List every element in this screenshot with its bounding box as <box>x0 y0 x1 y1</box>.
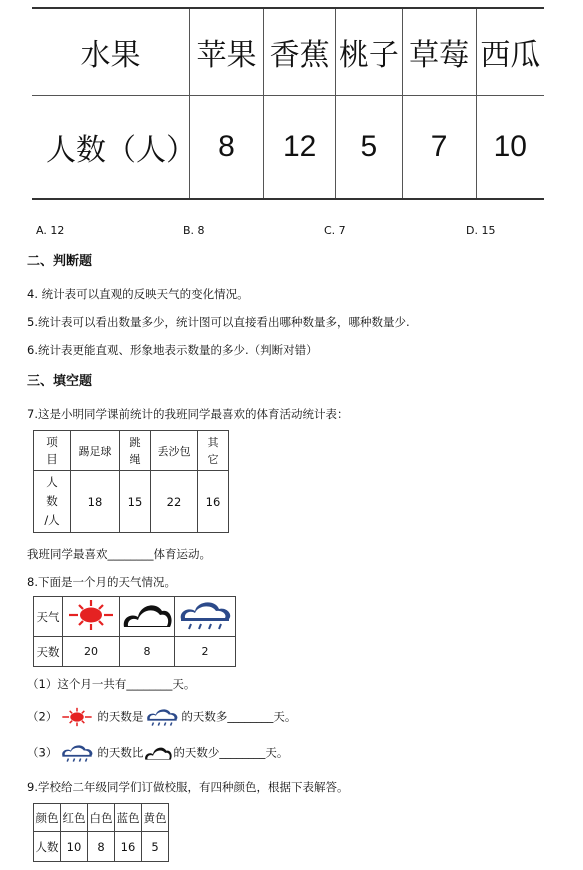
fruit-header-cell: 苹果 <box>189 8 263 96</box>
color-count-cell: 10 <box>61 832 88 862</box>
weather-cloud-cell <box>120 597 175 637</box>
sport-count-label-3: /人 <box>44 513 60 527</box>
sport-header-label-1: 项 <box>46 434 58 449</box>
weather-days-cell: 2 <box>175 637 236 667</box>
fruit-count-label: 人数（人） <box>46 133 196 168</box>
question-8-2-prefix: （2） <box>27 709 58 724</box>
color-header-cell: 白色 <box>88 804 115 832</box>
question-8-3-suffix: 的天数少________天。 <box>173 745 289 760</box>
color-count-label: 人数 <box>34 832 61 862</box>
fruit-header-label: 水果 <box>32 8 189 96</box>
question-7-answer: 我班同学最喜欢________体育运动。 <box>27 547 211 561</box>
sport-col-other-1: 其 <box>207 435 219 449</box>
sport-col-rope <box>120 431 151 471</box>
sport-col-rope-1: 跳 <box>129 435 141 449</box>
question-8: 8.下面是一个月的天气情况。 <box>27 575 176 589</box>
color-header-cell: 黄色 <box>142 804 169 832</box>
sport-count-cell: 22 <box>151 471 198 533</box>
fruit-count-cell: 10 <box>476 96 544 200</box>
fruit-header-cell: 香蕉 <box>264 8 336 96</box>
question-9: 9.学校给二年级同学们订做校服，有四种颜色，根据下表解答。 <box>27 780 349 794</box>
option-c: C. 7 <box>324 224 346 237</box>
question-8-3-prefix: （3） <box>27 745 58 760</box>
sport-count-row <box>34 471 229 533</box>
option-b: B. 8 <box>183 224 205 237</box>
weather-rain-cell <box>175 597 236 637</box>
question-8-3-mid: 的天数比 <box>97 745 144 760</box>
fruit-header-cell: 西瓜 <box>476 8 544 96</box>
section-title-fill: 三、填空题 <box>27 374 93 389</box>
sport-count-cell: 15 <box>120 471 151 533</box>
color-header-cell: 红色 <box>61 804 88 832</box>
question-6: 6.统计表更能直观、形象地表示数量的多少.（判断对错） <box>27 343 318 357</box>
cloud-icon <box>120 597 174 633</box>
sport-col-sandbag: 丢沙包 <box>151 431 198 471</box>
weather-icon-row <box>34 597 236 637</box>
sport-count-label-2: 数 <box>46 494 58 508</box>
cloud-icon <box>143 742 173 764</box>
weather-header-label: 天气 <box>34 597 63 637</box>
question-8-1: （1）这个月一共有________天。 <box>27 677 196 691</box>
sport-header-label <box>34 431 71 471</box>
rain-cloud-icon <box>175 597 235 633</box>
section-title-judge: 二、判断题 <box>27 254 93 269</box>
color-count-row <box>34 832 169 862</box>
fruit-header-row <box>32 8 544 96</box>
sport-col-other-2: 它 <box>207 452 219 466</box>
weather-days-cell: 20 <box>63 637 120 667</box>
sport-header-row <box>34 431 229 471</box>
sport-count-label-1: 人 <box>46 475 58 489</box>
sun-icon <box>57 706 97 728</box>
sport-col-rope-2: 绳 <box>129 452 141 466</box>
option-a: A. 12 <box>36 224 65 237</box>
color-count-cell: 5 <box>142 832 169 862</box>
sport-count-label <box>34 471 71 533</box>
sport-table <box>33 430 229 533</box>
color-count-cell: 8 <box>88 832 115 862</box>
color-table <box>33 803 169 862</box>
weather-table <box>33 596 236 667</box>
sun-icon <box>63 597 119 633</box>
fruit-count-row <box>32 96 544 200</box>
fruit-count-cell: 7 <box>402 96 476 200</box>
question-7: 7.这是小明同学课前统计的我班同学最喜欢的体育活动统计表： <box>27 407 349 421</box>
sport-count-cell: 18 <box>71 471 120 533</box>
rain-cloud-icon <box>57 742 97 764</box>
option-d: D. 15 <box>466 224 496 237</box>
fruit-header-cell: 桃子 <box>336 8 402 96</box>
sport-header-label-2: 目 <box>46 451 58 466</box>
weather-days-cell: 8 <box>120 637 175 667</box>
color-header-label: 颜色 <box>34 804 61 832</box>
color-header-cell: 蓝色 <box>115 804 142 832</box>
question-5: 5.统计表可以看出数量多少，统计图可以直接看出哪种数量多，哪种数量少. <box>27 315 410 329</box>
question-8-2-mid: 的天数是 <box>97 709 144 724</box>
question-8-3 <box>27 742 288 764</box>
sport-col-other <box>198 431 229 471</box>
weather-sun-cell <box>63 597 120 637</box>
fruit-header-cell: 草莓 <box>402 8 476 96</box>
fruit-table <box>32 7 544 200</box>
rain-cloud-icon <box>143 706 181 728</box>
sport-count-cell: 16 <box>198 471 229 533</box>
fruit-count-cell: 12 <box>264 96 336 200</box>
color-header-row <box>34 804 169 832</box>
color-count-cell: 16 <box>115 832 142 862</box>
question-4: 4. 统计表可以直观的反映天气的变化情况。 <box>27 287 249 301</box>
fruit-count-cell: 8 <box>189 96 263 200</box>
fruit-count-cell: 5 <box>336 96 402 200</box>
weather-days-row <box>34 637 236 667</box>
weather-days-label: 天数 <box>34 637 63 667</box>
sport-col-football: 踢足球 <box>71 431 120 471</box>
question-8-2 <box>27 706 296 728</box>
question-8-2-suffix: 的天数多________天。 <box>181 709 297 724</box>
